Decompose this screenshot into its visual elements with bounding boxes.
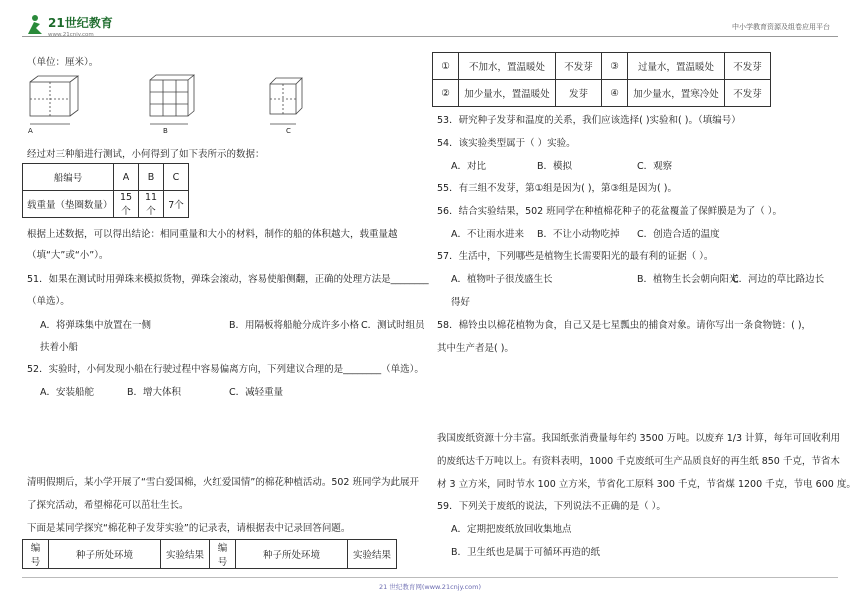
header-divider	[22, 36, 838, 37]
conclusion-line-1: 根据上述数据，可以得出结论：相同重量和大小的材料，制作的船的体积越大，载重量越	[27, 229, 398, 240]
q51-option-b: B．用隔板将船舱分成许多小格	[229, 320, 360, 331]
question-52: 52．实验时，小何发现小船在行驶过程中容易偏离方向，下列建议合理的是________（单选）。	[27, 364, 424, 375]
question-51-tail: （单选）。	[27, 296, 70, 307]
table-header: A	[114, 164, 139, 191]
question-56: 56．结合实验结果，502 班同学在种植棉花种子的花盆覆盖了保鲜膜是为了（ ）。	[437, 206, 783, 217]
ship-load-table	[22, 163, 189, 218]
question-58: 58．棉铃虫以棉花植物为食，自己又是七星瓢虫的捕食对象。请你写出一条食物链：( )，	[437, 320, 812, 331]
table-row	[433, 53, 771, 80]
ship-figures	[24, 74, 324, 138]
q56-option-c: C．创造合适的温度	[637, 229, 720, 240]
header-platform-text: 中小学教育资源及组卷应用平台	[732, 23, 830, 31]
table-cell: 15个	[114, 191, 139, 218]
table-header: B	[139, 164, 164, 191]
question-54: 54．该实验类型属于（ ）实验。	[437, 138, 576, 149]
figure-label-a: A	[28, 127, 33, 135]
question-55: 55．有三组不发芽，第①组是因为( )，第③组是因为( )。	[437, 183, 677, 194]
table-row	[433, 80, 771, 107]
question-51: 51．如果在测试时用弹珠来模拟货物，弹珠会滚动，容易使船侧翻，正确的处理方法是________	[27, 274, 429, 285]
cotton-passage-2: 了探究活动，希望棉花可以茁壮生长。	[27, 500, 189, 511]
ship-intro: 经过对三种船进行测试，小何得到了如下表所示的数据：	[27, 149, 265, 160]
q51-option-c: C．测试时组员	[361, 320, 425, 331]
question-59: 59．下列关于废纸的说法，下列说法不正确的是（ ）。	[437, 501, 666, 512]
table-header: 编号	[210, 540, 236, 569]
table-cell: 加少量水，置寒冷处	[628, 80, 725, 107]
table-cell: 11个	[139, 191, 164, 218]
table-cell: 不发芽	[556, 53, 602, 80]
paper-passage-2: 的废纸达千万吨以上。有资料表明，1000 千克废纸可生产品质良好的再生纸 850 千克，节省木	[437, 456, 840, 467]
table-cell: 不发芽	[725, 53, 771, 80]
q51-option-c-tail: 扶着小船	[40, 342, 79, 353]
question-57: 57．生活中，下列哪些是植物生长需要阳光的最有利的证据（ ）。	[437, 251, 714, 262]
table-cell: 过量水，置温暖处	[628, 53, 725, 80]
table-header: 船编号	[23, 164, 114, 191]
q57-option-c: C．河边的草比路边长	[732, 274, 825, 285]
q54-option-b: B．模拟	[537, 161, 573, 172]
table-header: 实验结果	[348, 540, 397, 569]
table-header: 编号	[23, 540, 49, 569]
table-cell: ①	[433, 53, 459, 80]
q56-option-b: B．不让小动物吃掉	[537, 229, 620, 240]
q52-option-a: A．安装船舵	[40, 387, 94, 398]
footer-divider	[22, 577, 838, 578]
paper-passage-3: 材 3 立方米，同时节水 100 立方米，节省化工原料 300 千克，节省煤 1200 千克，节电 600 度。	[437, 479, 856, 490]
table-cell: ③	[602, 53, 628, 80]
table-cell: 加少量水，置温暖处	[459, 80, 556, 107]
q57-option-b: B．植物生长会朝向阳光	[637, 274, 739, 285]
table-cell: ②	[433, 80, 459, 107]
table-header: 种子所处环境	[49, 540, 161, 569]
table-cell: 不加水，置温暖处	[459, 53, 556, 80]
paper-passage-1: 我国废纸资源十分丰富。我国纸张消费量每年约 3500 万吨。以废弃 1/3 计算，每年可回收利用	[437, 433, 841, 444]
site-logo	[26, 12, 136, 38]
seed-record-table	[432, 52, 771, 107]
q51-option-a: A．将弹珠集中放置在一侧	[40, 320, 151, 331]
table-cell: ④	[602, 80, 628, 107]
q59-option-a: A．定期把废纸放回收集地点	[451, 524, 572, 535]
unit-note: （单位：厘米）。	[27, 57, 99, 68]
q57-option-a: A．植物叶子很茂盛生长	[451, 274, 553, 285]
q52-option-c: C．减轻重量	[229, 387, 284, 398]
question-53: 53．研究种子发芽和温度的关系，我们应该选择( )实验和( )。（填编号）	[437, 115, 741, 126]
cotton-passage-3: 下面是某同学探究“棉花种子发芽实验”的记录表，请根据表中记录回答问题。	[27, 523, 351, 534]
table-cell: 发芽	[556, 80, 602, 107]
q59-option-b: B．卫生纸也是属于可循环再造的纸	[451, 547, 601, 558]
table-header: 种子所处环境	[236, 540, 348, 569]
q57-option-c-tail: 得好	[451, 297, 471, 308]
figure-label-b: B	[163, 127, 168, 135]
q54-option-a: A．对比	[451, 161, 486, 172]
figure-label-c: C	[286, 127, 291, 135]
table-cell: 不发芽	[725, 80, 771, 107]
logo-subtext: www.21cnjy.com	[48, 32, 94, 38]
seed-record-header-table	[22, 539, 397, 569]
question-58-tail: 其中生产者是( )。	[437, 343, 514, 354]
q56-option-a: A．不让雨水进来	[451, 229, 524, 240]
q54-option-c: C．观察	[637, 161, 673, 172]
table-cell: 7个	[164, 191, 189, 218]
table-header: 实验结果	[161, 540, 210, 569]
q52-option-b: B．增大体积	[127, 387, 182, 398]
conclusion-line-2: （填“大”或“小”）。	[27, 250, 109, 261]
footer-text: 21 世纪教育网(www.21cnjy.com)	[379, 583, 481, 591]
table-header: C	[164, 164, 189, 191]
logo-text: 21世纪教育	[48, 16, 113, 30]
cotton-passage-1: 清明假期后，某小学开展了“雪白爱国棉，火红爱国情”的棉花种植活动。502 班同学为此展开	[27, 477, 419, 488]
table-row-label: 载重量（垫圈数量）	[23, 191, 114, 218]
